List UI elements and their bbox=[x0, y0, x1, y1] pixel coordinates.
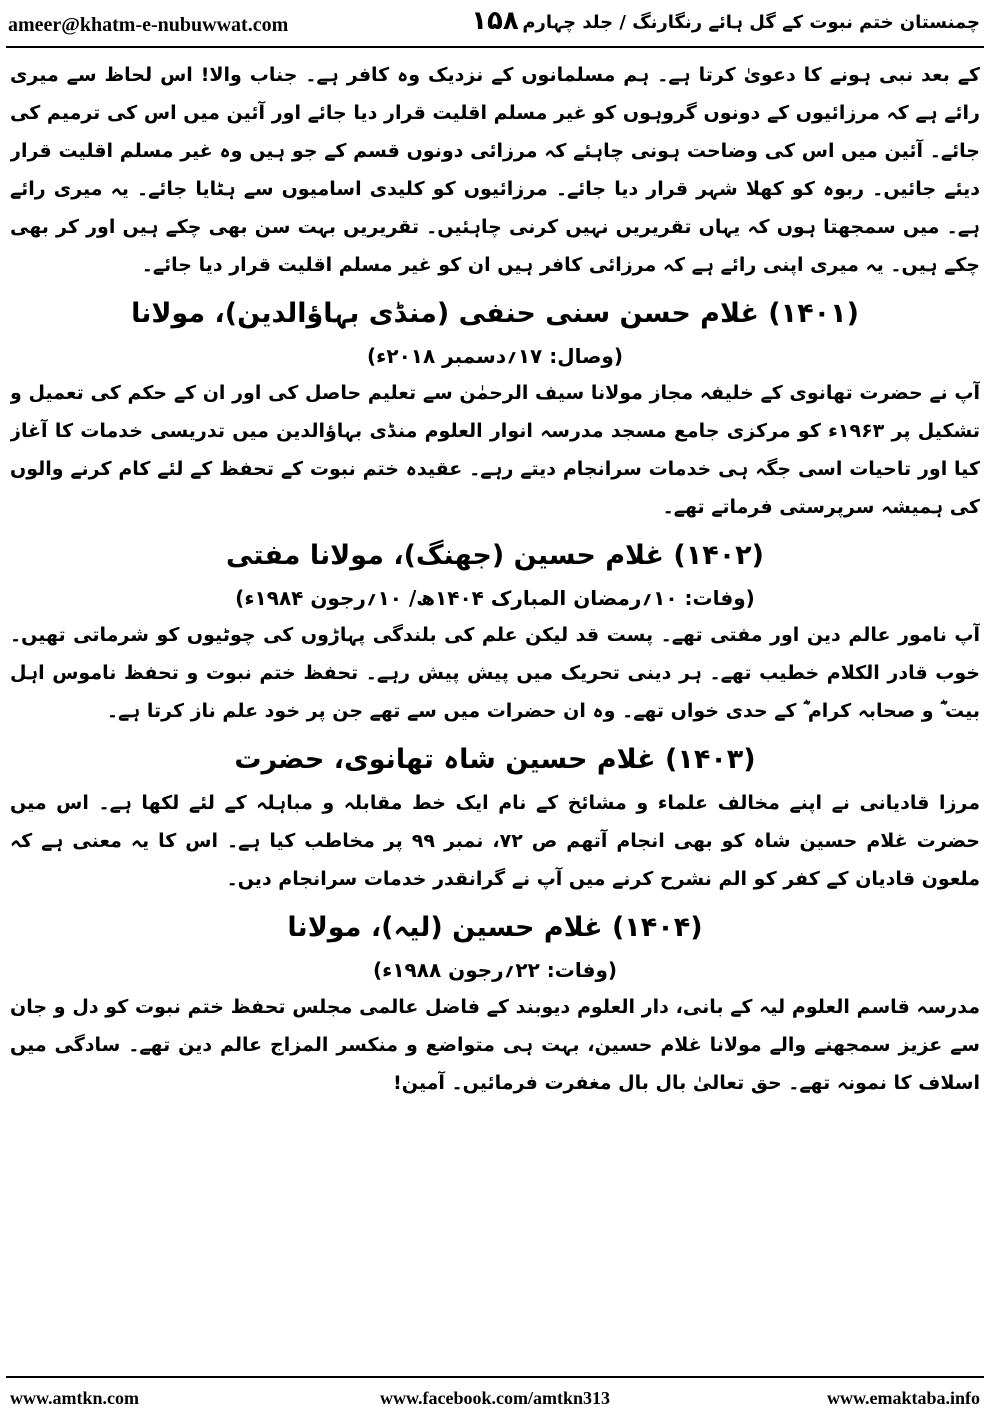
section-title-1404: (۱۴۰۴) غلام حسین (لیہ)، مولانا bbox=[287, 912, 703, 943]
section-body-1401: آپ نے حضرت تھانوی کے خلیفہ مجاز مولانا سیف الرحمٰن سے تعلیم حاصل کی اور ان کے حکم کی تعمیل و تشکیل پر ۱۹۶۳ء کو مرکزی جامع مسجد مدرسہ انوار العلوم منڈی بہاؤالدین میں تدریسی خدمات کا آغاز کیا اور تاحیات اسی جگہ ہی خدمات سرانجام دیتے رہے۔ عقیدہ ختم نبوت کے تحفظ کے لئے کام کرنے والوں کی ہمیشہ سرپرستی فرماتے تھے۔ bbox=[10, 382, 980, 518]
section-title-1402: (۱۴۰۲) غلام حسین (جھنگ)، مولانا مفتی bbox=[226, 540, 764, 571]
book-title: چمنستان ختم نبوت کے گل ہائے رنگارنگ / جلد چہارم bbox=[522, 12, 980, 33]
page-number: ۱۵۸ bbox=[471, 6, 519, 36]
page-header bbox=[0, 0, 990, 50]
header-divider bbox=[6, 46, 984, 48]
section-date-1404: (وفات: ۲۲؍رجون ۱۹۸۸ء) bbox=[372, 958, 618, 982]
section-title-1403: (۱۴۰۳) غلام حسین شاہ تھانوی، حضرت bbox=[234, 744, 756, 775]
section-title-1401: (۱۴۰۱) غلام حسن سنی حنفی (منڈی بہاؤالدین)، مولانا bbox=[131, 298, 859, 329]
intro-paragraph: کے بعد نبی ہونے کا دعویٰ کرتا ہے۔ ہم مسلمانوں کے نزدیک وہ کافر ہے۔ جناب والا! اس لحاظ سے میری رائے ہے کہ مرزائیوں کے دونوں گروہوں کو غیر مسلم اقلیت قرار دیا جائے اور آئین میں اس کی ترمیم کی جائے۔ آئین میں اس کی وضاحت ہونی چاہئے کہ مرزائی دونوں قسم کے جو ہیں وہ غیر مسلم اقلیت قرار دیئے جائیں۔ ربوہ کو کھلا شہر قرار دیا جائے۔ مرزائیوں کو کلیدی اسامیوں سے ہٹایا جائے۔ یہ میری رائے ہے۔ میں سمجھتا ہوں کہ یہاں تقریریں نہیں کرنی چاہئیں۔ تقریریں بہت سن بھی چکے ہیں اور کر بھی چکے ہیں۔ یہ میری اپنی رائے ہے کہ مرزائی کافر ہیں ان کو غیر مسلم اقلیت قرار دیا جائے۔ bbox=[10, 64, 980, 276]
section-body-1404: مدرسہ قاسم العلوم لیہ کے بانی، دار العلوم دیوبند کے فاضل عالمی مجلس تحفظ ختم نبوت کو دل و جان سے عزیز سمجھنے والے مولانا غلام حسین، بہت ہی متواضع و منکسر المزاج عالم دین تھے۔ سادگی میں اسلاف کا نمونہ تھے۔ حق تعالیٰ بال بال مغفرت فرمائیں۔ آمین! bbox=[10, 996, 980, 1094]
section-date-1402: (وفات: ۱۰؍رمضان المبارک ۱۴۰۴ھ/ ۱۰؍رجون ۱۹۸۴ء) bbox=[235, 586, 755, 610]
page-content bbox=[10, 56, 980, 1366]
section-body-1403: مرزا قادیانی نے اپنے مخالف علماء و مشائخ کے نام ایک خط مقابلہ و مباہلہ کے لئے لکھا ہے۔ اس میں حضرت غلام حسین شاہ کو بھی انجام آتھم ص ۷۲، نمبر ۹۹ پر مخاطب کیا ہے۔ اس کا یہ معنی ہے کہ ملعون قادیان کے کفر کو الم نشرح کرنے میں آپ نے گرانقدر خدمات سرانجام دیں۔ bbox=[10, 792, 980, 890]
footer-divider bbox=[6, 1376, 984, 1378]
footer-link-emaktaba[interactable]: www.emaktaba.info bbox=[826, 1388, 980, 1408]
page-footer bbox=[0, 1384, 990, 1414]
footer-link-amtkn[interactable]: www.amtkn.com bbox=[10, 1388, 139, 1408]
section-body-1402: آپ نامور عالم دین اور مفتی تھے۔ پست قد لیکن علم کی بلندگی پہاڑوں کی چوٹیوں کو شرماتی تھیں۔ خوب قادر الکلام خطیب تھے۔ ہر دینی تحریک میں پیش پیش رہے۔ تحفظ ختم نبوت و تحفظ ناموس اہل بیت ؓ و صحابہ کرام ؓ کے حدی خواں تھے۔ وہ ان حضرات میں سے تھے جن پر خود علم ناز کرتا ہے۔ bbox=[10, 624, 980, 722]
section-date-1401: (وصال: ۱۷؍دسمبر ۲۰۱۸ء) bbox=[367, 344, 623, 368]
header-email: ameer@khatm-e-nubuwwat.com bbox=[8, 14, 289, 36]
footer-link-facebook[interactable]: www.facebook.com/amtkn313 bbox=[380, 1388, 610, 1408]
